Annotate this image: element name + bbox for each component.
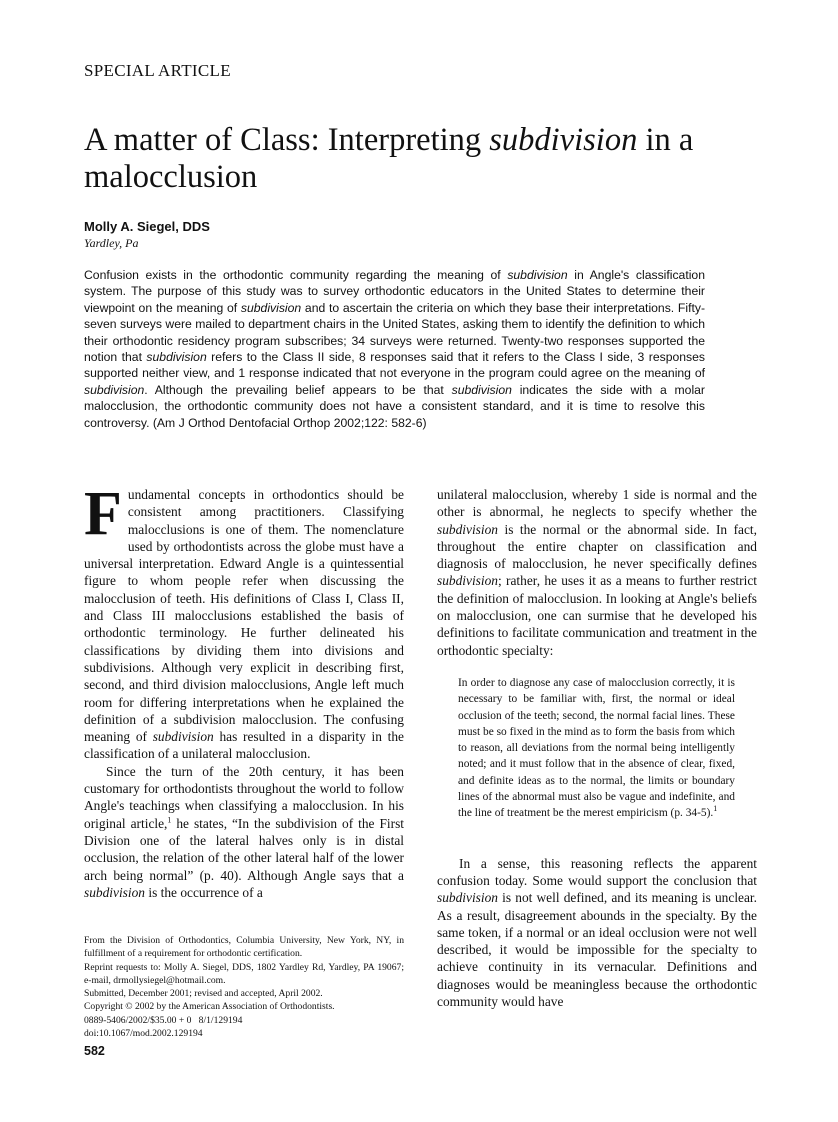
text-run: has resulted in a disparity in the classification of a unilateral malocclusion. [84, 729, 404, 762]
reference-superscript: 1 [167, 815, 172, 825]
text-run: and to ascertain the criteria on which they base their interpretations. Fifty-seven surveys were mailed to department chairs in the United States, asking them to identify the definition to which their orthodontic residency program subscribes; 34 surveys were returned. Twenty-two responses supported the notion that [84, 300, 705, 365]
footnote-submitted: Submitted, December 2001; revised and accepted, April 2002. [84, 988, 323, 1000]
text-run: Confusion exists in the orthodontic community regarding the meaning of [84, 268, 508, 282]
footnote-affiliation: From the Division of Orthodontics, Columbia University, New York, NY, in fulfillment of a requirement for orthodontic certification. [84, 935, 404, 960]
text-run: is the occurrence of a [145, 884, 263, 900]
text-run: is not well defined, and its meaning is unclear. As a result, disagreement abounds in the specialty. By the same token, if a normal or an ideal occlusion were not well described, it would be impossible for the specialty to achieve continuity in its vernacular. Definitions and diagnoses would be meaningless because the orthodontic community would have [437, 890, 757, 1010]
italic-term: subdivision [451, 382, 512, 397]
block-quote [458, 675, 735, 822]
section-label: SPECIAL ARTICLE [84, 61, 231, 80]
text-run: In order to diagnose any case of malocclusion correctly, it is necessary to be familiar with, first, the normal or ideal occlusion of the teeth; second, the normal facial lines. These must be so fixed in the mind as to form the basis from which to reason, all deviations from the normal being intelligently noted; and it must follow that in the absence of clear, fixed, and definite ideas as to the normal, the limits or boundary lines of the abnormal must also be vague and indefinite, and the line of treatment be the merest empiricism (p. 34-5). [458, 676, 735, 820]
text-run: . Although the prevailing belief appears to be that [144, 382, 452, 397]
text-run: in a malocclusion [84, 122, 694, 195]
footnote-reprint: Reprint requests to: Molly A. Siegel, DDS, 1802 Yardley Rd, Yardley, PA 19067; e-mail, drmollysiegel@hotmail.com. [84, 961, 404, 986]
paragraph-text [84, 480, 404, 762]
body-column-left [84, 480, 404, 901]
paragraph [437, 486, 757, 659]
page-number: 582 [84, 1044, 105, 1058]
paragraph [437, 855, 757, 1011]
reference-superscript: 1 [713, 804, 718, 814]
italic-term: subdivision [437, 573, 499, 589]
text-run: refers to the Class II side, 8 responses said that it refers to the Class I side, 3 responses supported neither view, and 1 response indicated that not everyone in the program could agree on the meaning of [84, 350, 705, 381]
paragraph [84, 480, 404, 763]
paragraph [84, 763, 404, 901]
text-run: in Angle's classification system. The purpose of this study was to survey orthodontic educators in the United States to determine their viewpoint on the meaning of [84, 268, 705, 315]
italic-term: subdivision [240, 300, 302, 315]
footnote-issn: 0889-5406/2002/$35.00 + 0 8/1/129194 [84, 1014, 243, 1026]
body-column-right [437, 486, 757, 1010]
footnotes [84, 934, 404, 1040]
italic-term: subdivision [84, 382, 145, 397]
text-run: A matter of Class: Interpreting [84, 122, 490, 158]
italic-term: subdivision [437, 521, 499, 537]
italic-term: subdivision [507, 268, 568, 282]
footnote-doi: doi:10.1067/mod.2002.129194 [84, 1028, 203, 1040]
italic-term: subdivision [489, 122, 638, 158]
text-run: In a sense, this reasoning reflects the apparent confusion today. Some would support the conclusion that [437, 855, 757, 888]
text-run: ; rather, he uses it as a means to further restrict the definition of malocclusion. In looking at Angle's beliefs on malocclusion, one can surmise that he developed his definitions to facilitate communication and treatment in the orthodontic specialty: [437, 573, 757, 658]
drop-cap: F [84, 480, 122, 548]
footnote-copyright: Copyright © 2002 by the American Association of Orthodontists. [84, 1001, 335, 1013]
author-name: Molly A. Siegel, DDS [84, 219, 210, 234]
abstract [84, 267, 705, 431]
italic-term: subdivision [146, 350, 207, 365]
text-run: he states, “In the subdivision of the First Division one of the lateral halves only is in distal occlusion, the relation of the other lateral half of the lower arch being normal” (p. 40). Although Angle says that a [84, 815, 404, 883]
italic-term: subdivision [152, 729, 214, 745]
text-run: Since the turn of the 20th century, it has been customary for orthodontists throughout the world to follow Angle's teachings when classifying a malocclusion. In his original article, [84, 763, 404, 831]
italic-term: subdivision [437, 890, 499, 906]
text-run: unilateral malocclusion, whereby 1 side is normal and the other is abnormal, he neglects to specify whether the [437, 487, 757, 520]
author-location: Yardley, Pa [84, 236, 139, 250]
text-run: indicates the side with a molar malocclusion, the orthodontic community does not have a consistent standard, and it is time to resolve this controversy. (Am J Orthod Dentofacial Orthop 2002;122: 582-6) [84, 382, 705, 430]
text-run: undamental concepts in orthodontics should be consistent among practitioners. Classifying malocclusions is one of them. The nomenclature used by orthodontists across the globe must have a universal interpretation. Edward Angle is a quintessential figure to whom people refer when discussing the malocclusion of teeth. His definitions of Class I, Class II, and Class III malocclusions established the basis of orthodontic terminology. He further delineated his classifications by dividing them into divisions and subdivisions. Although very explicit in describing first, second, and third division malocclusions, Angle left much room for differing interpretations when he explained the definition of a subdivision malocclusion. The confusing meaning of [84, 487, 404, 745]
italic-term: subdivision [84, 884, 146, 900]
text-run: is the normal or the abnormal side. In fact, throughout the entire chapter on classification and diagnosis of malocclusion, he never specifically defines [437, 521, 757, 572]
article-title [84, 122, 774, 196]
